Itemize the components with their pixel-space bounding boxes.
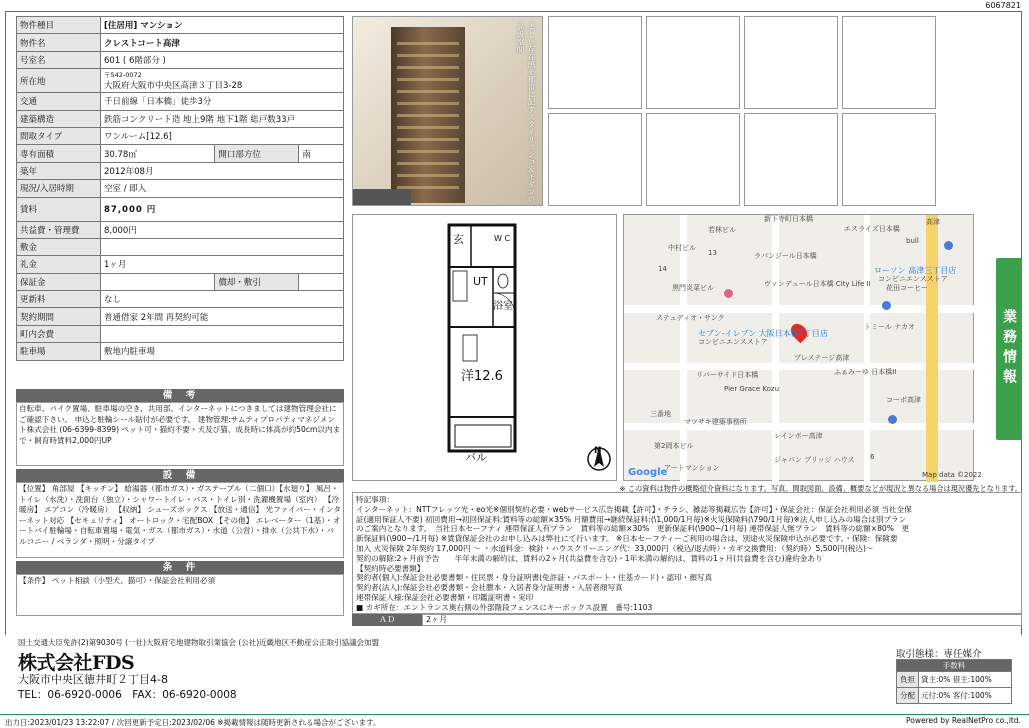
spec-row bbox=[17, 17, 344, 34]
map-label: 新下寺町日本橋 bbox=[764, 215, 813, 223]
ad-value: 2ヶ月 bbox=[422, 614, 1022, 626]
remarks-header: 備 考 bbox=[16, 389, 344, 402]
map-label: 13 bbox=[708, 249, 717, 257]
thumbnail-8 bbox=[842, 113, 936, 206]
spec-value: 南 bbox=[299, 145, 344, 162]
thumbnail-6 bbox=[646, 113, 740, 206]
parking-icon bbox=[882, 301, 891, 310]
spec-row bbox=[17, 34, 344, 51]
spec-label: 礼金 bbox=[17, 256, 101, 273]
special-notes bbox=[352, 492, 1022, 614]
spec-label: 駐車場 bbox=[17, 343, 101, 360]
spec-value bbox=[101, 273, 215, 290]
floor-plan bbox=[352, 214, 617, 481]
spec-label: 築年 bbox=[17, 162, 101, 179]
map-label: Map data ©2022 bbox=[922, 471, 982, 479]
fee-row-value: 貸主:0% 借主:100% bbox=[919, 672, 1012, 688]
map-label: 三番地 bbox=[650, 410, 671, 418]
spec-label: 所在地 bbox=[17, 69, 101, 93]
spec-label: 建築構造 bbox=[17, 110, 101, 127]
note-line: インターネット：NTTフレッツ光・eo光※個別契約必要・webサービス広告掲載【許可】・チラシ、雑誌等掲載広告【許可】・保証会社：保証会社利用必須 当社全保 bbox=[356, 504, 912, 514]
map-label: ステュディオ・サンク bbox=[656, 314, 725, 322]
spec-value: クレストコート高津 bbox=[101, 34, 344, 51]
disclaimer: ※ この資料は物件の概略紹介資料になります。写真、間取図面、設備、概要などが現況と異なる場合は現況優先となります。 bbox=[619, 484, 1022, 493]
north-arrow-icon bbox=[588, 446, 610, 470]
map-road-h2 bbox=[624, 363, 975, 370]
fp-room-label: 洋12.6 bbox=[461, 369, 503, 384]
spec-value: 千日前線「日本橋」徒歩3分 bbox=[101, 93, 344, 110]
conditions-text: 【条件】 ペット相談（小型犬、猫可）・保証会社利用必須 bbox=[16, 574, 344, 616]
thumbnail-7 bbox=[744, 113, 838, 206]
map-label: ジャパン ブリッジ ハウス bbox=[774, 456, 855, 464]
spec-row bbox=[17, 69, 344, 93]
spec-label: 専有面積 bbox=[17, 145, 101, 162]
spec-row bbox=[17, 343, 344, 360]
map-label: 若林ビル bbox=[708, 226, 736, 234]
spec-value: 敷地内駐車場 bbox=[101, 343, 344, 360]
spec-row bbox=[17, 256, 344, 273]
note-line: ■ カギ所在：エントランス奥右側の外部階段フェンスにキーボックス設置 番号:1103 bbox=[356, 602, 653, 612]
note-line: 【契約時必要書類】 bbox=[356, 563, 425, 573]
fp-balcony-label: バル bbox=[465, 451, 487, 464]
spec-label: 交通 bbox=[17, 93, 101, 110]
map-label: トミール ナカオ bbox=[864, 323, 915, 331]
spec-row bbox=[17, 93, 344, 110]
note-line: 加入 火災保険 2年契約 17,000円 ～ ・水道料金：検針・ハウスクリーニング代：33,000円（税込/退去時）・カギ交換費用：（契約時）5,500円(税込)～ bbox=[356, 543, 874, 553]
company-address: 大阪市中央区徳井町２丁目4-8 bbox=[18, 673, 168, 686]
photo-caption: 美しい存在感を都市に記すスタイリッシュ＆モダンの高級空間 bbox=[516, 23, 536, 203]
conditions-header: 条 件 bbox=[16, 561, 344, 574]
note-line: 証(適用保証人不要) 初回費用→初回保証料:賃料等の総額×35% 月額費用→継続保証料:(\1,000/1月毎)※火災保険料(\790/1月毎)※法人申し込みの場合は別プラン bbox=[356, 514, 907, 524]
spec-value: 87,000 円 bbox=[101, 197, 344, 221]
spec-value: 1ヶ月 bbox=[101, 256, 344, 273]
note-line: 契約の解除:2ヶ月前予告 半年未満の解約は、賃料の2ヶ月(共益費を含む)・1年未満の解約は、賃料の1ヶ月(共益費を含む)違約金あり bbox=[356, 553, 823, 563]
map-label: エスライズ日本橋 bbox=[844, 225, 900, 233]
spec-value: ワンルーム[12.6] bbox=[101, 127, 344, 144]
map-label: アートマンション bbox=[664, 464, 720, 472]
map-label: セブン-イレブン 大阪日本橋1丁目店 bbox=[698, 329, 828, 338]
company-name: 株式会社FDS bbox=[18, 652, 135, 674]
fee-table bbox=[896, 659, 1012, 704]
association-text: 国土交通大臣免許(2)第9030号 (一社)大阪府宅地建物取引業協会 (公社)近畿地区不動産公正取引協議会加盟 bbox=[18, 638, 380, 647]
north-label: N bbox=[594, 446, 602, 456]
address-text: 大阪府大阪市中央区高津３丁目3-28 bbox=[104, 81, 243, 92]
map-label: 高津 bbox=[926, 218, 940, 226]
spec-label: 更新料 bbox=[17, 291, 101, 308]
map-label: コンビニエンスストア bbox=[878, 275, 948, 283]
map-label: コンビニエンスストア bbox=[698, 338, 768, 346]
map-label: マツサキ建築事務所 bbox=[684, 418, 747, 426]
thumbnail-3 bbox=[744, 16, 838, 109]
spec-value bbox=[299, 273, 344, 290]
spec-row bbox=[17, 238, 344, 255]
note-line: 連帯保証人様:保証会社必要書類・印鑑証明書・実印 bbox=[356, 592, 534, 602]
spec-label: 敷金 bbox=[17, 238, 101, 255]
spec-row bbox=[17, 127, 344, 144]
spec-value bbox=[101, 69, 344, 93]
note-line: 新保証料(\900~/1月毎) ※賃貸保証会社のお申し込みは弊社にて行います。 ※日本セーフティーご利用の場合は、別途火災保険申込が必要です。・保険：保険要 bbox=[356, 534, 898, 544]
spec-row bbox=[17, 180, 344, 197]
spec-label: 賃料 bbox=[17, 197, 101, 221]
equipment-header: 設 備 bbox=[16, 469, 344, 482]
spec-value bbox=[101, 238, 344, 255]
spec-value: なし bbox=[101, 291, 344, 308]
map-label: ふぁみーゆ 日本橋II bbox=[834, 368, 897, 376]
hotel-icon bbox=[724, 289, 733, 298]
note-line: 契約者(法人):保証会社必要書類・会社謄本・入居者身分証明書・入居者顔写真 bbox=[356, 583, 623, 593]
location-map[interactable] bbox=[623, 214, 982, 481]
spec-row bbox=[17, 110, 344, 127]
fp-entry-label: 玄 bbox=[453, 233, 464, 246]
map-label: リバーサイド日本橋 bbox=[696, 371, 759, 379]
map-label: ローソン 高津三丁目店 bbox=[874, 266, 957, 275]
spec-value: 8,000円 bbox=[101, 221, 344, 238]
spec-row bbox=[17, 325, 344, 342]
map-label: ラパンジール日本橋 bbox=[754, 252, 817, 260]
spec-label: 町内会費 bbox=[17, 325, 101, 342]
spec-row bbox=[17, 221, 344, 238]
spec-value: [住居用] マンション bbox=[101, 17, 344, 34]
deal-type: 取引態様：専任媒介 bbox=[896, 649, 982, 660]
spec-label: 現況/入居時期 bbox=[17, 180, 101, 197]
map-label: レインボー高津 bbox=[774, 432, 823, 440]
thumbnail-5 bbox=[548, 113, 642, 206]
document-id: 6067821 bbox=[985, 1, 1021, 10]
spec-row bbox=[17, 291, 344, 308]
spec-row bbox=[17, 51, 344, 68]
photo-ad-band bbox=[353, 189, 411, 205]
side-tab[interactable]: 業務情報 bbox=[996, 258, 1022, 440]
spec-value: 2012年08月 bbox=[101, 162, 344, 179]
equipment-text: 【位置】 角部屋 【キッチン】 給湯器（都市ガス）・ガステーブル（二個口）【水廻り】 風呂・トイレ（水洗）・洗面台（独立）・シャワートイレ・バス・トイレ別・洗濯機置場（室内） 【冷暖房】 エアコン（冷暖房） 【収納】 シューズボックス 【放送・通信】 光ファイバー・インターネット対応 【セキュリティ】 オートロック・宅配BOX 【その他】 エレベーター（1基）・オートバイ駐輪場・自転車置場・電気・ガス（都市ガス）・水道（公営）・排水（公共下水）・バルコニー / ベランダ・照明・分譲タイプ bbox=[16, 482, 344, 558]
map-label: 中村ビル bbox=[668, 244, 696, 252]
spec-label: 物件名 bbox=[17, 34, 101, 51]
fee-row-label: 負担 bbox=[897, 672, 919, 688]
floor-plan-drawing bbox=[353, 215, 618, 482]
spec-row bbox=[17, 145, 344, 162]
spec-label: 物件種目 bbox=[17, 17, 101, 34]
spec-label: 償却・敷引 bbox=[215, 273, 299, 290]
footer-text: 出力日:2023/01/23 13:22:07 / 次回更新予定日:2023/02/06 ※掲載情報は随時更新される場合がございます。 bbox=[0, 714, 1029, 728]
spec-label: 号室名 bbox=[17, 51, 101, 68]
google-logo: Google bbox=[628, 467, 668, 478]
note-line: 契約者(個人):保証会社必要書類・住民票・身分証明書(免許証・パスポート・住基カード)・認印・顔写真 bbox=[356, 573, 713, 583]
spec-label: 開口部方位 bbox=[215, 145, 299, 162]
fee-title: 手数料 bbox=[897, 660, 1012, 672]
building-photo bbox=[352, 16, 543, 206]
thumbnail-2 bbox=[646, 16, 740, 109]
spec-value: 空室 / 即入 bbox=[101, 180, 344, 197]
spec-table bbox=[16, 16, 344, 361]
map-label: bull bbox=[906, 237, 919, 245]
fp-bath-label: 浴室 bbox=[493, 301, 513, 312]
map-label: ヴァンデュール日本橋 City Life II bbox=[764, 280, 871, 288]
map-label: コーポ高津 bbox=[886, 396, 921, 404]
fee-row-label: 分配 bbox=[897, 688, 919, 704]
spec-label: 間取タイプ bbox=[17, 127, 101, 144]
map-label: 花田コーヒー bbox=[886, 284, 928, 292]
thumbnail-1 bbox=[548, 16, 642, 109]
postal-code: 〒542-0072 bbox=[104, 71, 142, 80]
fp-ut-label: UT bbox=[473, 275, 488, 288]
note-line: のご案内となります。 当社日本セーフティ 連帯保証人有プラン 賃料等の総額×30% 更新保証料(\900~/1月毎) 連帯保証人無プラン 賃料等の総額×80% 更 bbox=[356, 524, 910, 534]
parking-icon-2 bbox=[888, 415, 897, 424]
map-label: 14 bbox=[658, 265, 667, 273]
spec-row bbox=[17, 273, 344, 290]
spec-label: 共益費・管理費 bbox=[17, 221, 101, 238]
map-label: Pier Grace Kozu bbox=[724, 385, 780, 393]
spec-value bbox=[101, 325, 344, 342]
fp-wc-label: W C bbox=[494, 234, 511, 243]
map-label: プレステージ高津 bbox=[794, 354, 850, 362]
map-road-h1 bbox=[624, 305, 975, 313]
spec-value: 601 ( 6階部分 ) bbox=[101, 51, 344, 68]
company-tel: TEL：06-6920-0006 FAX：06-6920-0008 bbox=[18, 689, 237, 701]
spec-row bbox=[17, 308, 344, 325]
spec-value: 普通借家 2年間 再契約可能 bbox=[101, 308, 344, 325]
ad-label: ＡＤ bbox=[352, 614, 422, 626]
building-image bbox=[391, 27, 465, 203]
spec-label: 契約期間 bbox=[17, 308, 101, 325]
thumbnail-4 bbox=[842, 16, 936, 109]
spec-label: 保証金 bbox=[17, 273, 101, 290]
remarks-text: 自転車、バイク置場、駐車場の空き、共用部、インターネットにつきましては建物管理会社にご確認下さい。 申込と駐輪シール貼付が必要です。 建物管理:サムティプロパティマネジメント株式会社 (06-6399-8399) ペット可・猫約不要・犬及び猫、成長時に体高が約50cm以内まで・飼育時賃料2,000円UP bbox=[16, 402, 344, 466]
spec-row bbox=[17, 162, 344, 179]
store-icon bbox=[944, 241, 953, 250]
map-road-h3 bbox=[624, 423, 975, 430]
spec-value: 鉄筋コンクリート造 地上9階 地下1階 総戸数33戸 bbox=[101, 110, 344, 127]
map-label: 黒門炎菜ビル bbox=[672, 284, 714, 292]
map-label: 6 bbox=[870, 453, 875, 461]
spec-value: 30.78㎡ bbox=[101, 145, 215, 162]
map-label: 第2岡本ビル bbox=[654, 442, 694, 450]
fee-row-value: 元付:0% 客付:100% bbox=[919, 688, 1012, 704]
powered-by: Powered by RealNetPro co.,ltd. bbox=[906, 716, 1021, 725]
spec-row bbox=[17, 197, 344, 221]
note-line: 特記事項： bbox=[356, 495, 394, 504]
map-road-v3 bbox=[864, 215, 870, 482]
map-main-road bbox=[926, 215, 938, 482]
